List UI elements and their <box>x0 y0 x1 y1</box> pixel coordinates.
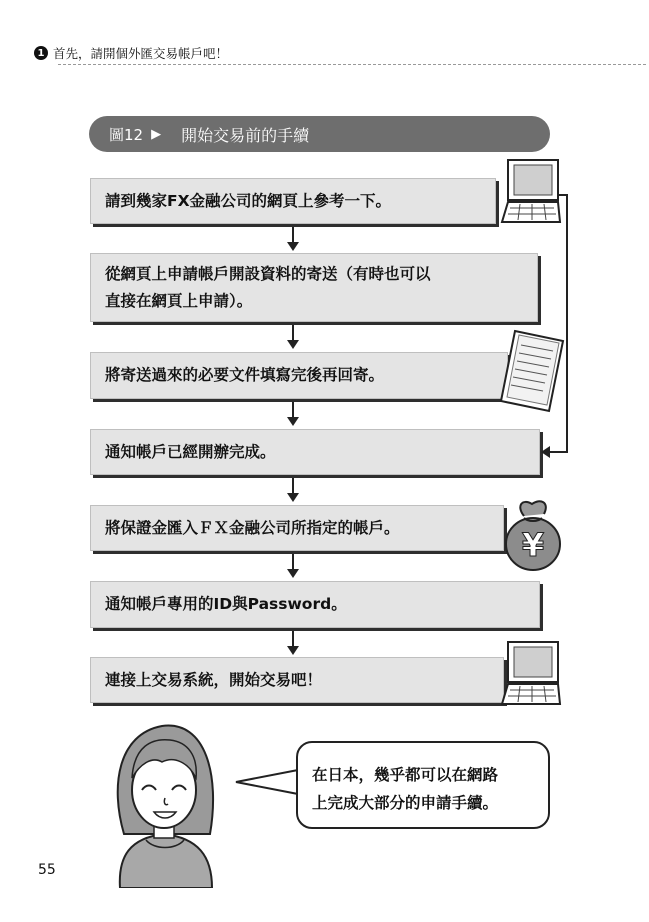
down-arrow-icon <box>287 569 299 578</box>
down-arrow-icon <box>287 417 299 426</box>
speech-bubble <box>296 741 550 829</box>
yen-money-bag-icon <box>502 496 564 574</box>
flow-step-2-line-2: 直接在網頁上申請）。 <box>105 291 253 310</box>
flow-step-2 <box>90 253 538 322</box>
speech-bubble-line-1: 在日本，幾乎都可以在網路 <box>312 766 499 784</box>
flow-connector <box>292 227 294 243</box>
speech-bubble-tail <box>234 768 300 798</box>
flow-step-7 <box>90 657 504 703</box>
yen-symbol: ¥ <box>521 526 545 564</box>
speech-bubble-line-2: 上完成大部分的申請手續。 <box>312 794 499 812</box>
flow-connector <box>292 478 294 494</box>
flow-step-5 <box>90 505 504 551</box>
down-arrow-icon <box>287 242 299 251</box>
flow-step-6-text: 通知帳戶專用的ID與Password。 <box>105 595 347 613</box>
flow-step-5-text: 將保證金匯入ＦＸ金融公司所指定的帳戶。 <box>105 518 400 537</box>
figure-label: 圖12 <box>109 125 144 144</box>
down-arrow-icon <box>287 493 299 502</box>
woman-illustration <box>110 716 220 888</box>
flow-step-1 <box>90 178 496 224</box>
loop-connector-bottom <box>550 451 568 453</box>
laptop-icon <box>500 640 562 712</box>
figure-title-bar <box>89 116 550 152</box>
page-number: 55 <box>38 862 56 878</box>
flow-step-1-text: 請到幾家FX金融公司的網頁上參考一下。 <box>105 191 392 210</box>
flow-step-2-line-1: 從網頁上申請帳戶開設資料的寄送（有時也可以 <box>105 264 431 283</box>
flow-connector <box>292 554 294 570</box>
chapter-header <box>34 44 624 62</box>
down-arrow-icon <box>287 340 299 349</box>
laptop-icon <box>500 158 562 230</box>
flow-step-6 <box>90 581 540 628</box>
play-arrow-icon: ▶ <box>151 126 162 142</box>
flow-step-7-text: 連接上交易系統，開始交易吧！ <box>105 670 323 689</box>
down-arrow-icon <box>287 646 299 655</box>
chapter-number-badge: 1 <box>34 46 48 60</box>
flow-step-4-text: 通知帳戶已經開辦完成。 <box>105 442 276 461</box>
flow-step-4 <box>90 429 540 475</box>
flow-connector <box>292 402 294 418</box>
flow-connector <box>292 325 294 341</box>
flow-connector <box>292 631 294 647</box>
header-divider <box>58 64 646 65</box>
flow-step-3 <box>90 352 508 399</box>
left-arrow-icon <box>541 446 550 458</box>
figure-title: 開始交易前的手續 <box>181 125 310 145</box>
flow-step-3-text: 將寄送過來的必要文件填寫完後再回寄。 <box>105 366 385 384</box>
document-icon <box>497 327 569 415</box>
chapter-title: 首先，請開個外匯交易帳戶吧！ <box>53 46 229 61</box>
